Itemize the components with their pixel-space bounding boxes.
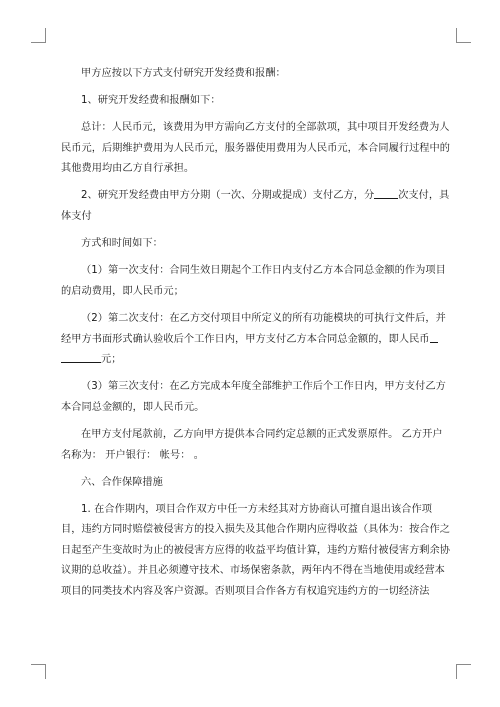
installment-text-start: 2、研究开发经费由甲方分期（一次、分期或提成）支付乙方，分: [81, 190, 375, 202]
second-payment-paragraph: [61, 309, 451, 371]
blank-amount-a: [430, 331, 438, 343]
cooperation-breach-paragraph: 1. 在合作期内，项目合作双方中任一方未经其对方协商认可擅自退出该合作项目，违约方同时赔偿被侵害方的投入损失及其他合作期内应得收益（具体为：按合作之日起至产生变故时为止的被侵害方应得的收益平均值计算，违约方赔付被侵害方剩余协议期的总收益）。并且必须遵守技术、市场保密条款，两年内不得在当地使用或经营本项目的同类技术内容及客户资源。否则项目合作各方有权追究违约方的一切经济法: [61, 503, 451, 598]
crop-mark-bottom-right: [456, 664, 471, 679]
blank-installment-count: [374, 187, 398, 199]
blank-amount-b: [61, 351, 101, 363]
crop-mark-top-right: [456, 28, 471, 43]
second-payment-text: （2）第二次支付：在乙方交付项目中所定义的所有功能模块的可执行文件后，并经甲方书面形式确认验收后个工作日内，甲方支付乙方本合同总金额的，即人民币: [61, 312, 446, 345]
second-payment-unit: 元；: [101, 354, 122, 366]
section-1-heading: 1、研究开发经费和报酬如下：: [81, 95, 221, 107]
crop-mark-bottom-left: [31, 664, 46, 679]
crop-mark-top-left: [31, 28, 46, 43]
installment-paragraph: [61, 186, 451, 227]
section-6-heading: 六、合作保障措施: [81, 476, 163, 488]
payment-method-heading: 方式和时间如下：: [81, 238, 163, 250]
payment-intro-paragraph: 甲方应按以下方式支付研究开发经费和报酬：: [81, 68, 286, 79]
total-fee-paragraph: 总计：人民币元，该费用为甲方需向乙方支付的全部款项，其中项目开发经费为人民币元，后期维护费用为人民币元，服务器使用费用为人民币元，本合同履行过程中的其他费用均由乙方自行承担。: [61, 122, 451, 175]
first-payment-paragraph: （1）第一次支付：合同生效日期起个工作日内支付乙方本合同总金额的作为项目的启动费用，即人民币元；: [61, 265, 446, 297]
third-payment-paragraph: （3）第三次支付：在乙方完成本年度全部维护工作后个工作日内，甲方支付乙方本合同总金额的，即人民币元。: [61, 381, 446, 413]
installment-text-end: 次支付，具体支付: [61, 190, 450, 223]
document-page: [61, 64, 451, 609]
invoice-paragraph: 在甲方支付尾款前，乙方向甲方提供本合同约定总额的正式发票原件。 乙方开户名称为： 开户银行： 帐号： 。: [61, 428, 443, 461]
